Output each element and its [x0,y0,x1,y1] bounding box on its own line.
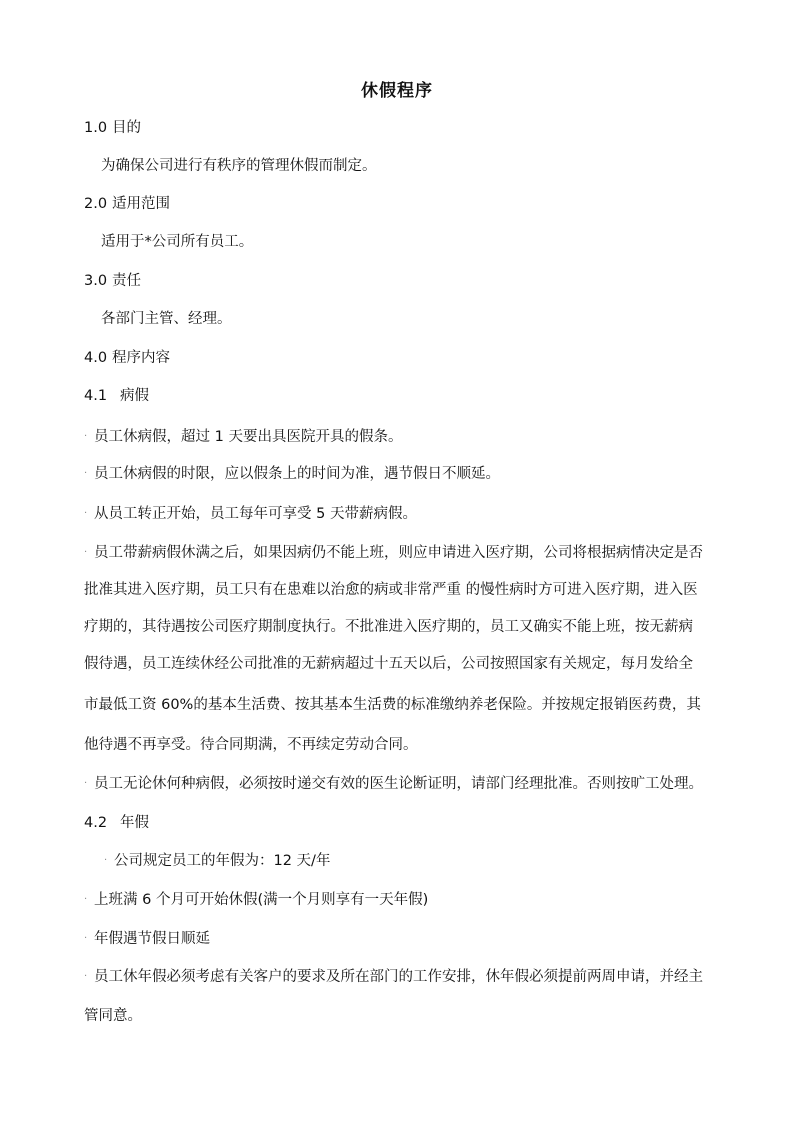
list-item-text: 年假遇节假日顺延 [94,931,210,947]
section-title: 病假 [120,388,149,404]
list-item [84,890,428,910]
paragraph-line: 批准其进入医疗期，员工只有在患难以治愈的病或非常严重 的慢性病时方可进入医疗期，进入医 [84,582,698,598]
list-item-text: 员工无论休何种病假，必须按时递交有效的医生论断证明，请部门经理批准。否则按旷工处理。 [94,776,703,792]
section-number: 1.0 [84,120,108,136]
subsection-heading-annual-leave [84,813,149,833]
section-title: 适用范围 [112,196,170,212]
bullet-icon: · [84,431,88,442]
list-item-text: 从员工转正开始，员工每年可享受 5 天带薪病假。 [94,506,417,522]
bullet-icon: · [104,855,108,866]
section-title: 年假 [120,815,149,831]
bullet-icon: · [84,468,88,479]
section-title: 程序内容 [112,350,170,366]
section-number: 4.1 [84,388,108,404]
section-number: 4.0 [84,350,108,366]
list-item-text: 员工休病假，超过 1 天要出具医院开具的假条。 [94,429,403,445]
section-heading-responsibility [84,271,141,291]
section-number: 2.0 [84,196,108,212]
subsection-heading-sick-leave [84,386,149,406]
paragraph-line [84,543,703,563]
list-item-text: 上班满 6 个月可开始休假(满一个月则享有一天年假) [94,892,429,908]
list-item [84,774,703,794]
section-title: 目的 [112,120,141,136]
section-title: 责任 [112,273,141,289]
section-body-responsibility: 各部门主管、经理。 [101,311,232,327]
list-item [84,464,500,484]
bullet-icon: · [84,508,88,519]
bullet-icon: · [84,778,88,789]
section-body-scope: 适用于*公司所有员工。 [101,234,254,250]
paragraph-line: 他待遇不再享受。待合同期满，不再续定劳动合同。 [84,737,418,753]
bullet-icon: · [84,971,88,982]
bullet-icon: · [84,894,88,905]
paragraph-line: 疗期的，其待遇按公司医疗期制度执行。不批准进入医疗期的，员工又确实不能上班，按无薪病 [84,619,693,635]
section-heading-scope [84,194,170,214]
section-heading-procedure [84,348,170,368]
paragraph-line: 假待遇，员工连续休经公司批准的无薪病超过十五天以后，公司按照国家有关规定，每月发给全 [84,656,693,672]
section-heading-purpose [84,118,141,138]
paragraph-text: 员工带薪病假休满之后，如果因病仍不能上班，则应申请进入医疗期，公司将根据病情决定是否 [94,545,703,561]
bullet-icon: · [84,933,88,944]
section-number: 4.2 [84,815,108,831]
list-item-text: 公司规定员工的年假为：12 天/年 [114,853,331,869]
document-title: 休假程序 [361,81,433,101]
paragraph-line [84,967,703,987]
section-number: 3.0 [84,273,108,289]
list-item [84,427,402,447]
paragraph-line: 市最低工资 60%的基本生活费、按其基本生活费的标准缴纳养老保险。并按规定报销医药费，其 [84,697,701,713]
section-body-purpose: 为确保公司进行有秩序的管理休假而制定。 [101,158,377,174]
list-item [84,504,417,524]
list-item-text: 员工休病假的时限，应以假条上的时间为准，遇节假日不顺延。 [94,466,500,482]
bullet-icon: · [84,547,88,558]
paragraph-text: 员工休年假必须考虑有关客户的要求及所在部门的工作安排，休年假必须提前两周申请，并经主 [94,969,703,985]
list-item [104,851,330,871]
list-item [84,929,210,949]
paragraph-line: 管同意。 [84,1008,142,1024]
